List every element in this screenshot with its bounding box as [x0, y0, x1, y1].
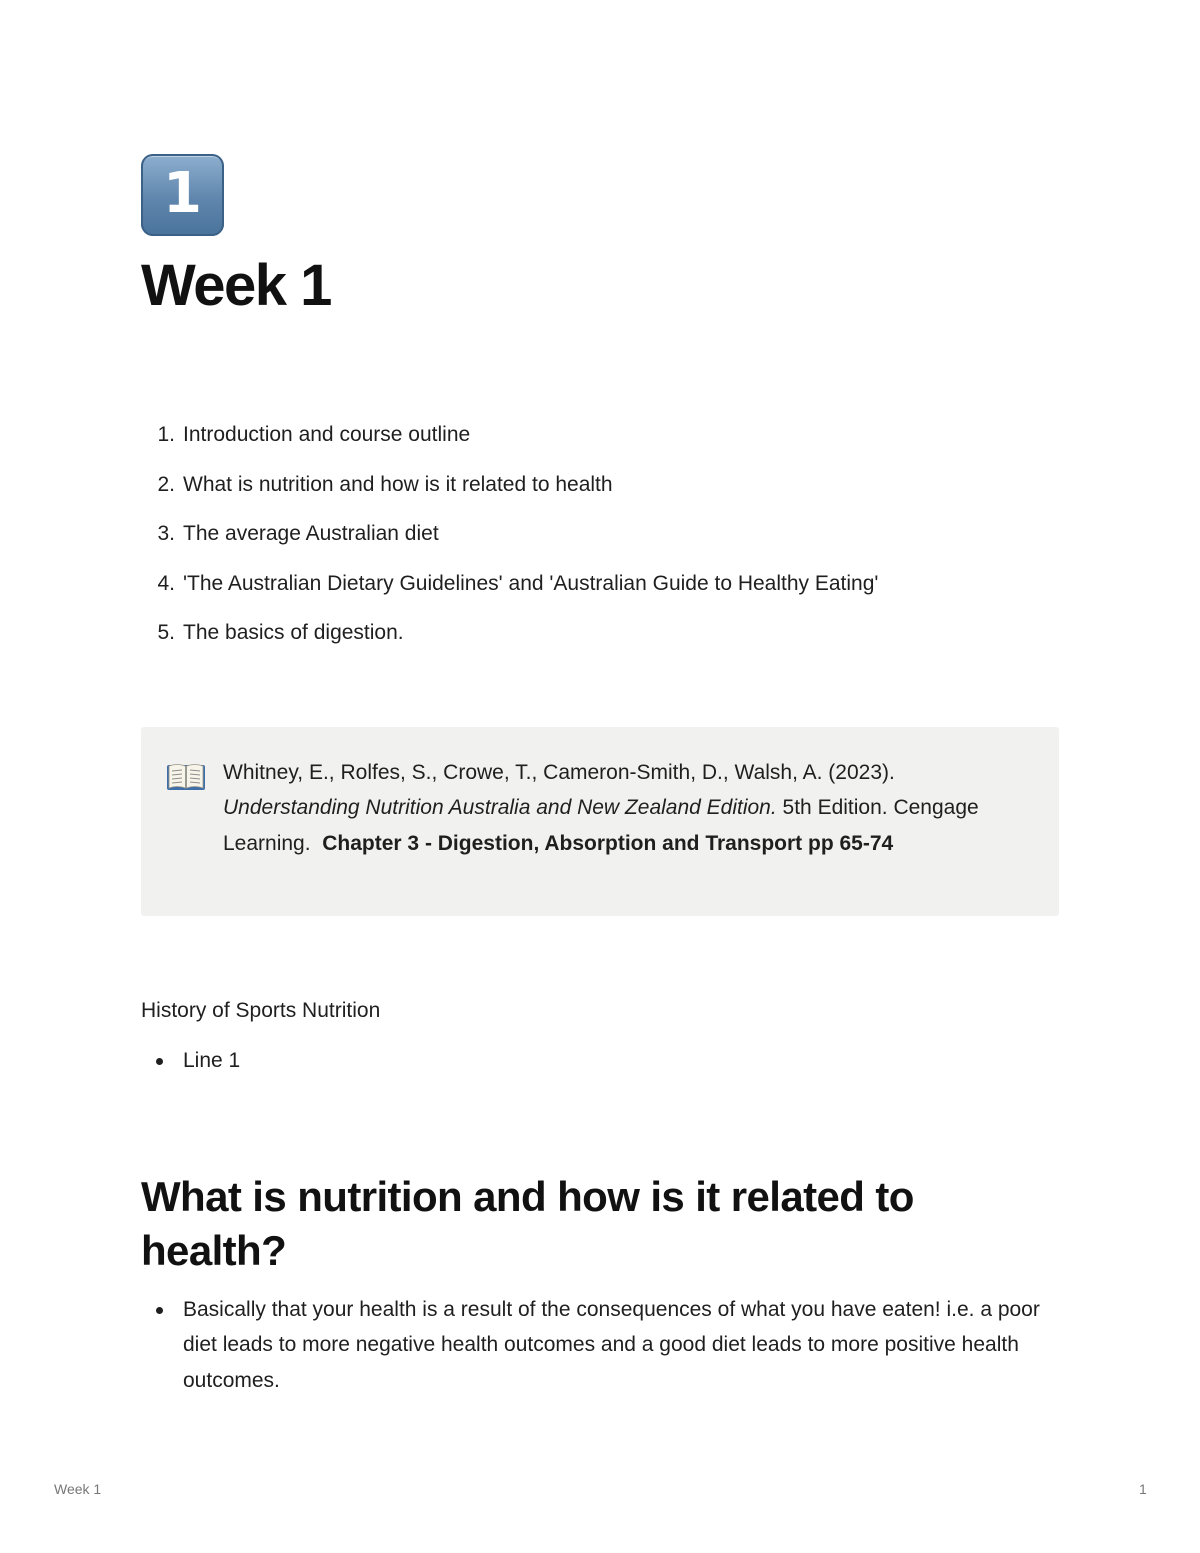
history-heading: History of Sports Nutrition	[141, 999, 381, 1022]
bullet-icon	[156, 1058, 163, 1065]
list-number: 3.	[157, 522, 175, 545]
footer-page-number: 1	[1139, 1481, 1147, 1497]
list-item-text: The basics of digestion.	[183, 621, 404, 644]
list-number: 5.	[157, 621, 175, 644]
history-list	[141, 1043, 240, 1078]
list-item	[141, 1292, 1059, 1398]
list-item	[141, 569, 878, 619]
bullet-icon	[156, 1307, 163, 1314]
open-book-icon	[166, 762, 206, 792]
list-item	[141, 1043, 240, 1078]
keycap-digit: 1	[163, 161, 202, 226]
reference-edition: 5th Edition. Cengage Learning.	[223, 796, 979, 855]
list-number: 1.	[157, 423, 175, 446]
list-item-text: Introduction and course outline	[183, 423, 471, 446]
list-number: 4.	[157, 571, 175, 595]
reference-chapter: Chapter 3 - Digestion, Absorption and Transport pp 65-74	[322, 831, 894, 855]
list-item	[141, 519, 878, 569]
list-item-text: Basically that your health is a result of the consequences of what you have eaten! i.e. a poor diet leads to more negative health outcomes and a good diet leads to more positive health outcomes.	[183, 1298, 1040, 1392]
keycap-one-icon	[141, 154, 224, 236]
reference-text	[223, 755, 1019, 861]
list-item-text: What is nutrition and how is it related to health	[183, 472, 613, 496]
reference-callout	[141, 727, 1059, 916]
section-list	[141, 1292, 1059, 1398]
page-title: Week 1	[141, 253, 331, 318]
list-item	[141, 618, 878, 668]
course-outline-list	[141, 420, 878, 668]
list-item	[141, 420, 878, 470]
reference-authors: Whitney, E., Rolfes, S., Crowe, T., Cameron-Smith, D., Walsh, A. (2023).	[223, 761, 895, 784]
reference-book-title: Understanding Nutrition Australia and New Zealand Edition.	[223, 796, 777, 820]
list-item-text: Line 1	[183, 1049, 241, 1072]
footer-page-title: Week 1	[54, 1481, 102, 1497]
section-heading: What is nutrition and how is it related to health?	[141, 1173, 914, 1274]
list-item-text: 'The Australian Dietary Guidelines' and 'Australian Guide to Healthy Eating'	[183, 571, 879, 595]
list-item	[141, 470, 878, 520]
list-number: 2.	[157, 472, 175, 496]
list-item-text: The average Australian diet	[183, 522, 439, 545]
